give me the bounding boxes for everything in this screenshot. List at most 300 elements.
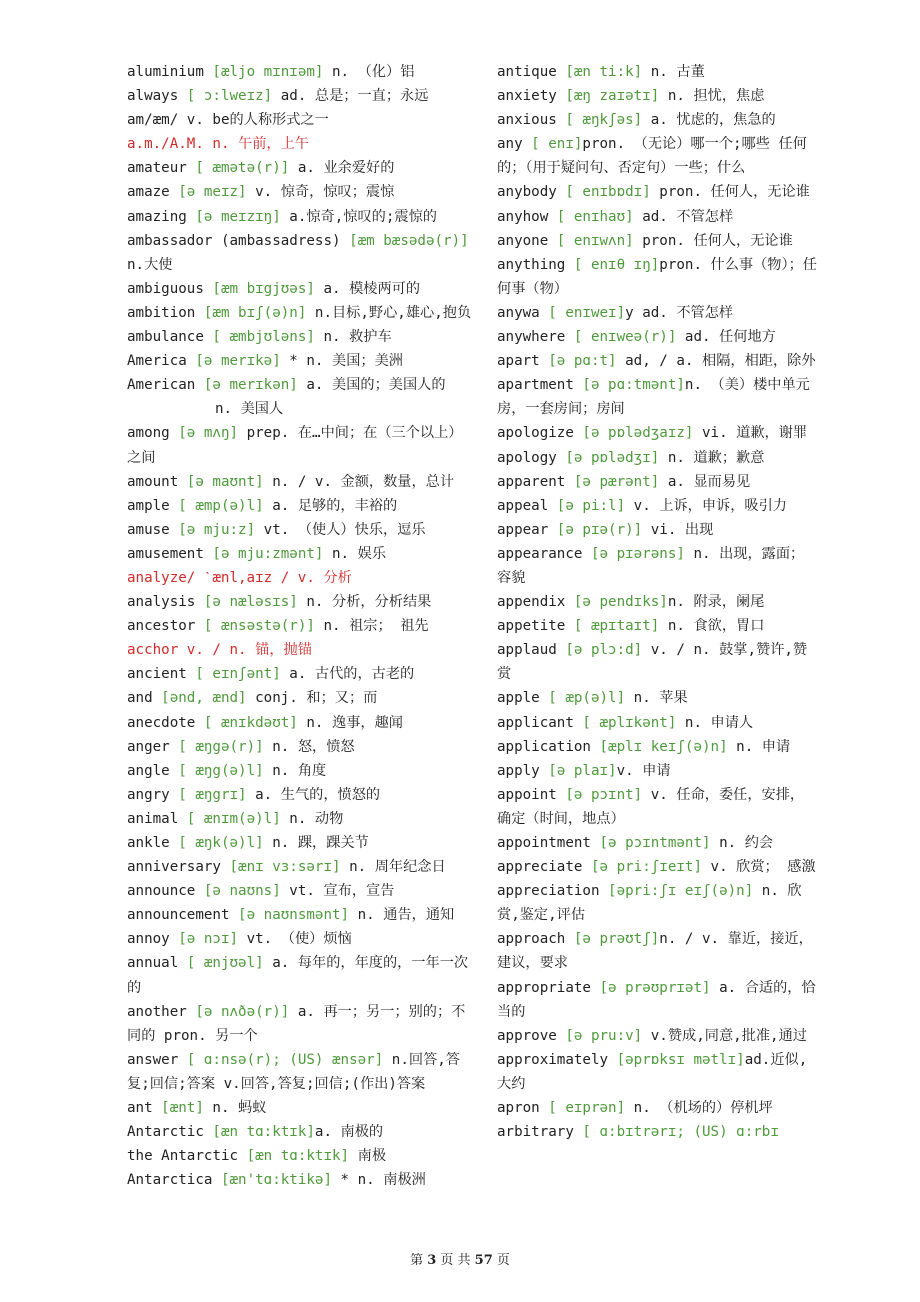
entry-word: appointment bbox=[497, 835, 600, 851]
entry-word: Antarctic bbox=[127, 1124, 213, 1141]
entry-word: amount bbox=[127, 473, 187, 490]
dictionary-entry bbox=[127, 277, 472, 301]
dictionary-entry bbox=[127, 855, 472, 879]
entry-definition: v. 欣赏； 感激 bbox=[702, 859, 816, 876]
entry-word: apart bbox=[497, 353, 549, 370]
entry-phonetic: [ə naʊnsmənt] bbox=[238, 907, 350, 924]
entry-definition: n. 通告，通知 bbox=[349, 907, 455, 924]
entry-word: any bbox=[497, 136, 532, 153]
dictionary-entry bbox=[497, 976, 817, 1024]
entry-definition: n. 约会 bbox=[710, 835, 774, 851]
entry-word: arbitrary bbox=[497, 1124, 583, 1141]
entry-word: ancestor bbox=[127, 618, 204, 635]
entry-definition: a. 足够的，丰裕的 bbox=[263, 497, 398, 514]
entry-definition: vt. 宣布，宣告 bbox=[280, 883, 395, 900]
entry-word: am/æm/ bbox=[127, 112, 179, 129]
entry-phonetic: [ə meɪz] bbox=[178, 184, 247, 201]
dictionary-entry bbox=[127, 951, 472, 999]
dictionary-entry bbox=[497, 494, 817, 518]
entry-definition: v. / n. 鼓掌,赞许,赞赏 bbox=[497, 642, 808, 683]
entry-definition: vt. （使）烦恼 bbox=[238, 931, 352, 948]
entry-phonetic: [æm bɪgjʊəs] bbox=[212, 280, 315, 297]
footer-page-number: 3 bbox=[427, 1253, 437, 1268]
entry-phonetic: [ə mju:z] bbox=[178, 521, 256, 538]
entry-definition: n. 附录，阑尾 bbox=[667, 594, 765, 611]
entry-definition: prep. 在…中间；在（三个以上）之间 bbox=[127, 425, 463, 466]
entry-phonetic: [ æŋgə(r)] bbox=[178, 738, 264, 755]
entry-phonetic: [ æŋgrɪ] bbox=[178, 786, 247, 803]
dictionary-entry bbox=[127, 1000, 472, 1048]
entry-definition: ad.近似,大约 bbox=[497, 1051, 808, 1092]
entry-definition: a. 每年的，年度的，一年一次的 bbox=[127, 955, 469, 996]
entry-word: ample bbox=[127, 497, 179, 514]
dictionary-entry bbox=[497, 108, 817, 132]
entry-definition: v. 申请 bbox=[616, 762, 671, 779]
entry-word: analysis bbox=[127, 594, 204, 611]
entry-definition: ad. 任何地方 bbox=[676, 329, 776, 346]
entry-word: anxiety bbox=[497, 88, 566, 105]
entry-word: aluminium bbox=[127, 64, 213, 80]
dictionary-entry bbox=[127, 711, 472, 735]
entry-word: anywa bbox=[497, 304, 549, 321]
entry-phonetic: [ə nʌðə(r)] bbox=[195, 1003, 290, 1020]
dictionary-entry bbox=[127, 590, 472, 614]
dictionary-entry bbox=[497, 421, 817, 445]
entry-phonetic: [əpri:ʃɪ eɪʃ(ə)n] bbox=[608, 883, 754, 900]
entry-word: appearance bbox=[497, 545, 591, 562]
entry-word: apartment bbox=[497, 377, 583, 394]
entry-phonetic: [ æp(ə)l] bbox=[548, 690, 626, 707]
dictionary-entry bbox=[127, 1096, 472, 1120]
entry-phonetic: [æm bæsədə(r)] bbox=[349, 232, 469, 249]
dictionary-entry bbox=[127, 373, 472, 397]
dictionary-entry bbox=[497, 711, 817, 735]
entry-definition: a. 显而易见 bbox=[659, 473, 751, 490]
entry-word: anger bbox=[127, 738, 179, 755]
entry-definition: a. 南极的 bbox=[314, 1124, 384, 1141]
entry-definition: n.大使 bbox=[127, 256, 173, 273]
dictionary-entry bbox=[497, 1096, 817, 1120]
entry-phonetic: [ enɪwʌn] bbox=[556, 232, 634, 249]
entry-word: ankle bbox=[127, 835, 179, 851]
entry-definition: n. 祖宗； 祖先 bbox=[314, 618, 429, 635]
entry-definition: vt. （使人）快乐，逗乐 bbox=[255, 521, 426, 538]
entry-definition: v. be的人称形式之一 bbox=[178, 112, 329, 129]
entry-word: another bbox=[127, 1003, 196, 1020]
entry-word: appendix bbox=[497, 594, 574, 611]
entry-word: among bbox=[127, 425, 179, 442]
entry-definition: v. 任命，委任，安排，确定（时间，地点） bbox=[497, 786, 805, 827]
footer-suffix: 页 bbox=[492, 1253, 510, 1268]
entry-word: appear bbox=[497, 521, 557, 538]
entry-phonetic: [ə prəʊtʃ] bbox=[573, 931, 660, 948]
entry-word: ambassador (ambassadress) bbox=[127, 232, 350, 249]
entry-word: apply bbox=[497, 762, 549, 779]
dictionary-entry bbox=[127, 879, 472, 903]
entry-phonetic: [ə maʊnt] bbox=[186, 473, 264, 490]
entry-phonetic: [ ænɪkdəʊt] bbox=[203, 714, 298, 731]
entry-word: acchor v. / n. bbox=[127, 642, 247, 659]
entry-word: appreciation bbox=[497, 883, 609, 900]
entry-phonetic: [əprɒksɪ mətlɪ] bbox=[616, 1051, 745, 1068]
entry-word: anecdote bbox=[127, 714, 204, 731]
dictionary-entry bbox=[497, 325, 817, 349]
entry-word: American bbox=[127, 377, 204, 394]
entry-phonetic: [ ænjʊəl] bbox=[186, 955, 264, 972]
entry-phonetic: [ə plaɪ] bbox=[548, 762, 617, 779]
dictionary-entry bbox=[497, 759, 817, 783]
dictionary-entry bbox=[497, 542, 817, 590]
entry-word: anywhere bbox=[497, 329, 574, 346]
dictionary-entry bbox=[497, 735, 817, 759]
entry-definition: a. 合适的，恰当的 bbox=[497, 979, 816, 1020]
entry-word: apologize bbox=[497, 425, 583, 442]
entry-phonetic: [æŋ zaɪətɪ] bbox=[565, 88, 660, 105]
entry-definition: n. / v. 金额，数量，总计 bbox=[263, 473, 455, 490]
entry-definition: v. 分析 bbox=[289, 569, 352, 586]
entry-phonetic: [ə pɪə(r)] bbox=[556, 521, 643, 538]
entry-definition: a. 再一；另一；别的；不同的 pron. 另一个 bbox=[127, 1003, 466, 1044]
entry-word: antique bbox=[497, 64, 566, 80]
entry-definition: a. 古代的，古老的 bbox=[280, 666, 415, 683]
entry-word: appreciate bbox=[497, 859, 591, 876]
entry-definition: n. 欣赏,鉴定,评估 bbox=[497, 883, 802, 924]
dictionary-entry bbox=[127, 831, 472, 855]
entry-word: a.m./A.M. bbox=[127, 136, 204, 153]
entry-phonetic: [ eɪnʃənt] bbox=[195, 666, 281, 683]
footer-middle: 页 共 bbox=[436, 1253, 475, 1268]
entry-definition: n. 午前，上午 bbox=[203, 136, 309, 153]
entry-phonetic: [ ɑ:bɪtrərɪ; (US) ɑ:rbɪ bbox=[582, 1124, 779, 1141]
entry-word: applaud bbox=[497, 642, 566, 659]
entry-word: amusement bbox=[127, 545, 213, 562]
entry-phonetic: [ æŋk(ə)l] bbox=[178, 835, 264, 851]
entry-definition: n. 苹果 bbox=[625, 690, 688, 707]
entry-definition: * n. 美国；美洲 bbox=[280, 353, 403, 370]
entry-word: angle bbox=[127, 762, 179, 779]
entry-word: anybody bbox=[497, 184, 566, 201]
entry-word: America bbox=[127, 353, 196, 370]
entry-definition: conj. 和；又；而 bbox=[246, 690, 378, 707]
entry-word: anyone bbox=[497, 232, 557, 249]
entry-definition: n. （机场的）停机坪 bbox=[625, 1100, 773, 1117]
entry-word: and bbox=[127, 690, 162, 707]
entry-definition: ad. 总是；一直；永远 bbox=[272, 88, 429, 105]
entry-phonetic: [ enɪbɒdɪ] bbox=[565, 184, 651, 201]
entry-word: animal bbox=[127, 810, 187, 827]
entry-definition: n. 担忧，焦虑 bbox=[659, 88, 765, 105]
dictionary-entry bbox=[127, 662, 472, 686]
dictionary-entry bbox=[127, 132, 472, 156]
dictionary-entry bbox=[127, 84, 472, 108]
entry-word: apology bbox=[497, 449, 566, 466]
entry-definition: ad. 不管怎样 bbox=[633, 208, 734, 225]
dictionary-entry bbox=[127, 1144, 472, 1168]
entry-definition: vi. 出现 bbox=[642, 521, 714, 538]
entry-phonetic: [ə plɔ:d] bbox=[565, 642, 643, 659]
entry-word: anxious bbox=[497, 112, 566, 129]
entry-phonetic: [ ɑ:nsə(r); (US) ænsər] bbox=[186, 1051, 384, 1068]
entry-phonetic: [ænɪ vɜ:sərɪ] bbox=[229, 859, 341, 876]
entry-definition: n. / v. 靠近，接近，建议，要求 bbox=[497, 931, 813, 972]
entry-definition: n. （化）铝 bbox=[323, 64, 415, 80]
dictionary-entry bbox=[127, 807, 472, 831]
dictionary-entry bbox=[127, 325, 472, 349]
entry-phonetic: [ə pi:l] bbox=[556, 497, 626, 514]
dictionary-entry bbox=[127, 927, 472, 951]
entry-word: answer bbox=[127, 1051, 187, 1068]
dictionary-entry bbox=[497, 180, 817, 204]
dictionary-entry bbox=[127, 1168, 472, 1192]
entry-definition: pron. （无论）哪一个;哪些 任何的；（用于疑问句、否定句）一些；什么 bbox=[497, 136, 807, 177]
entry-word: amaze bbox=[127, 184, 179, 201]
entry-word: appeal bbox=[497, 497, 557, 514]
entry-phonetic: [ enɪweə(r)] bbox=[573, 329, 677, 346]
entry-phonetic: [ enɪθ ɪŋ] bbox=[573, 256, 660, 273]
entry-phonetic: [ə merɪkə] bbox=[195, 353, 281, 370]
entry-word: angry bbox=[127, 786, 179, 803]
dictionary-entry bbox=[127, 397, 472, 421]
dictionary-entry bbox=[127, 518, 472, 542]
entry-phonetic: [ æplɪkənt] bbox=[582, 714, 677, 731]
entry-word: the Antarctic bbox=[127, 1148, 247, 1165]
dictionary-entry bbox=[497, 205, 817, 229]
entry-word: ambiguous bbox=[127, 280, 213, 297]
entry-definition: vi. 道歉，谢罪 bbox=[693, 425, 808, 442]
right-column bbox=[497, 60, 817, 1144]
entry-word: announcement bbox=[127, 907, 239, 924]
entry-definition: ad, / a. 相隔，相距，除外 bbox=[616, 353, 816, 370]
entry-word: always bbox=[127, 88, 187, 105]
entry-definition: a. 模棱两可的 bbox=[314, 280, 421, 297]
entry-definition: n. 踝，踝关节 bbox=[263, 835, 369, 851]
dictionary-entry bbox=[497, 60, 817, 84]
dictionary-entry bbox=[127, 156, 472, 180]
entry-phonetic: [ə merɪkən] bbox=[203, 377, 298, 394]
entry-word: apple bbox=[497, 690, 549, 707]
entry-phonetic: [æm bɪʃ(ə)n] bbox=[203, 304, 307, 321]
entry-phonetic: [æn'tɑ:ktikə] bbox=[220, 1172, 333, 1189]
entry-phonetic: [ enɪ] bbox=[531, 136, 583, 153]
entry-definition: n. 救护车 bbox=[314, 329, 392, 346]
dictionary-entry bbox=[127, 108, 472, 132]
entry-definition: n.目标,野心,雄心,抱负 bbox=[306, 304, 472, 321]
dictionary-entry bbox=[127, 566, 472, 590]
entry-phonetic: [ æŋkʃəs] bbox=[565, 112, 643, 129]
entry-word: applicant bbox=[497, 714, 583, 731]
entry-phonetic: [ə meɪzɪŋ] bbox=[195, 208, 281, 225]
entry-phonetic: [ ænɪm(ə)l] bbox=[186, 810, 281, 827]
dictionary-entry bbox=[497, 518, 817, 542]
entry-phonetic: [ə pɑ:t] bbox=[548, 353, 617, 370]
dictionary-entry bbox=[127, 542, 472, 566]
entry-phonetic: [ə nɔɪ] bbox=[178, 931, 239, 948]
dictionary-entry bbox=[497, 373, 817, 421]
entry-phonetic: [ æmp(ə)l] bbox=[178, 497, 264, 514]
dictionary-entry bbox=[497, 614, 817, 638]
entry-word: apparent bbox=[497, 473, 574, 490]
entry-word: ambulance bbox=[127, 329, 213, 346]
entry-definition: n. 动物 bbox=[280, 810, 344, 827]
entry-definition: n. 蚂蚁 bbox=[203, 1100, 267, 1117]
entry-phonetic: [ə pɔɪnt] bbox=[565, 786, 643, 803]
dictionary-entry bbox=[127, 783, 472, 807]
dictionary-entry bbox=[127, 614, 472, 638]
entry-definition: n. 申请人 bbox=[676, 714, 754, 731]
entry-word: ambition bbox=[127, 304, 204, 321]
entry-word: appetite bbox=[497, 618, 574, 635]
entry-word: annoy bbox=[127, 931, 179, 948]
entry-definition: 南极 bbox=[349, 1148, 387, 1165]
entry-definition: n. 食欲，胃口 bbox=[659, 618, 765, 635]
entry-phonetic: [ə pɔɪntmənt] bbox=[599, 835, 711, 851]
entry-word: appoint bbox=[497, 786, 566, 803]
entry-word: anything bbox=[497, 256, 574, 273]
entry-word: approximately bbox=[497, 1051, 617, 1068]
entry-word: apron bbox=[497, 1100, 549, 1117]
entry-word: annual bbox=[127, 955, 187, 972]
entry-phonetic: [ə pɪərəns] bbox=[590, 545, 685, 562]
entry-definition: n. 娱乐 bbox=[323, 545, 387, 562]
entry-phonetic: [ ænsəstə(r)] bbox=[203, 618, 315, 635]
entry-phonetic: [æn tɑ:ktɪk] bbox=[246, 1148, 350, 1165]
dictionary-entry bbox=[497, 1048, 817, 1096]
dictionary-entry bbox=[497, 831, 817, 855]
dictionary-entry bbox=[497, 229, 817, 253]
entry-definition: n. 道歉；歉意 bbox=[659, 449, 765, 466]
dictionary-entry bbox=[497, 1024, 817, 1048]
dictionary-entry bbox=[127, 229, 472, 277]
entry-word: amuse bbox=[127, 521, 179, 538]
dictionary-entry bbox=[127, 60, 472, 84]
dictionary-entry bbox=[497, 686, 817, 710]
entry-phonetic: [ eɪprən] bbox=[548, 1100, 626, 1117]
entry-word: amateur bbox=[127, 160, 196, 177]
entry-word: analyze/ ˋænl,aɪz / bbox=[127, 569, 290, 586]
entry-phonetic: [æn ti:k] bbox=[565, 64, 643, 80]
entry-phonetic: [ enɪhaʊ] bbox=[556, 208, 634, 225]
dictionary-entry bbox=[497, 783, 817, 831]
entry-definition: * n. 南极洲 bbox=[332, 1172, 426, 1189]
entry-phonetic: [æplɪ keɪʃ(ə)n] bbox=[599, 738, 728, 755]
entry-word: approve bbox=[497, 1027, 566, 1044]
entry-phonetic: [ænt] bbox=[161, 1100, 204, 1117]
entry-phonetic: [ə mʌŋ] bbox=[178, 425, 239, 442]
dictionary-entry bbox=[497, 879, 817, 927]
entry-word: application bbox=[497, 738, 600, 755]
dictionary-entry bbox=[497, 590, 817, 614]
entry-word: approach bbox=[497, 931, 574, 948]
dictionary-entry bbox=[497, 349, 817, 373]
entry-definition: v.赞成,同意,批准,通过 bbox=[642, 1027, 807, 1044]
entry-word: Antarctica bbox=[127, 1172, 221, 1189]
entry-phonetic: [ ɔ:lweɪz] bbox=[186, 88, 273, 105]
dictionary-entry bbox=[127, 686, 472, 710]
entry-word: amazing bbox=[127, 208, 196, 225]
dictionary-entry bbox=[127, 470, 472, 494]
dictionary-entry bbox=[497, 927, 817, 975]
entry-word: anniversary bbox=[127, 859, 230, 876]
entry-definition: pron. 任何人，无论谁 bbox=[650, 184, 810, 201]
entry-definition: n. 逸事，趣闻 bbox=[297, 714, 403, 731]
dictionary-entry bbox=[127, 903, 472, 927]
entry-phonetic: [ æŋg(ə)l] bbox=[178, 762, 264, 779]
dictionary-entry bbox=[127, 638, 472, 662]
entry-definition: pron. 什么事（物）；任何事（物） bbox=[497, 256, 817, 297]
entry-definition: n. 美国人 bbox=[215, 401, 284, 418]
dictionary-entry bbox=[497, 84, 817, 108]
entry-word: announce bbox=[127, 883, 204, 900]
dictionary-entry bbox=[497, 301, 817, 325]
dictionary-entry bbox=[127, 494, 472, 518]
entry-phonetic: [ə pɑ:tmənt] bbox=[582, 377, 685, 394]
dictionary-entry bbox=[127, 180, 472, 204]
entry-definition: y ad. 不管怎样 bbox=[625, 304, 734, 321]
footer-total-pages: 57 bbox=[474, 1253, 493, 1268]
entry-phonetic: [ə pærənt] bbox=[573, 473, 660, 490]
entry-phonetic: [ə mju:zmənt] bbox=[212, 545, 324, 562]
dictionary-entry bbox=[127, 1048, 472, 1096]
dictionary-entry bbox=[497, 132, 817, 180]
page-footer bbox=[0, 1249, 920, 1268]
entry-definition: n. 周年纪念日 bbox=[340, 859, 446, 876]
entry-definition: n. 申请 bbox=[727, 738, 791, 755]
entry-phonetic: [æn tɑ:ktɪk] bbox=[212, 1124, 315, 1141]
entry-definition: n. 角度 bbox=[263, 762, 327, 779]
entry-phonetic: [ə pru:v] bbox=[565, 1027, 643, 1044]
entry-phonetic: [ æmbjʊləns] bbox=[212, 329, 315, 346]
entry-phonetic: [ə pri:ʃɪeɪt] bbox=[590, 859, 703, 876]
entry-definition: n. 怒，愤怒 bbox=[263, 738, 355, 755]
entry-phonetic: [ənd, ænd] bbox=[161, 690, 247, 707]
dictionary-entry bbox=[497, 470, 817, 494]
entry-definition: a.惊奇,惊叹的;震惊的 bbox=[280, 208, 437, 225]
entry-phonetic: [ æpɪtaɪt] bbox=[573, 618, 660, 635]
entry-phonetic: [ enɪweɪ] bbox=[548, 304, 626, 321]
entry-definition: n. （美）楼中单元房，一套房间；房间 bbox=[497, 377, 810, 418]
dictionary-entry bbox=[127, 759, 472, 783]
dictionary-entry bbox=[127, 421, 472, 469]
entry-definition: n. 古董 bbox=[642, 64, 705, 80]
dictionary-entry bbox=[497, 1120, 817, 1144]
dictionary-entry bbox=[127, 349, 472, 373]
entry-phonetic: [ə naʊns] bbox=[203, 883, 281, 900]
entry-word: ancient bbox=[127, 666, 196, 683]
entry-phonetic: [ə pɒlədʒɪ] bbox=[565, 449, 660, 466]
entry-definition: n.回答,答复;回信;答案 v.回答,答复;回信;(作出)答案 bbox=[127, 1051, 460, 1092]
entry-phonetic: [ æmətə(r)] bbox=[195, 160, 290, 177]
dictionary-entry bbox=[497, 855, 817, 879]
entry-word: appropriate bbox=[497, 979, 600, 996]
entry-phonetic: [ə pɒlədʒaɪz] bbox=[582, 425, 694, 442]
entry-phonetic: [ə næləsɪs] bbox=[203, 594, 298, 611]
dictionary-entry bbox=[127, 301, 472, 325]
dictionary-entry bbox=[497, 253, 817, 301]
entry-definition: a. 业余爱好的 bbox=[289, 160, 395, 177]
dictionary-entry bbox=[497, 638, 817, 686]
dictionary-entry bbox=[127, 205, 472, 229]
entry-definition: n. 分析，分析结果 bbox=[297, 594, 432, 611]
entry-phonetic: [ə prəʊprɪət] bbox=[599, 979, 711, 996]
entry-phonetic: [æljo mɪnɪəm] bbox=[212, 64, 324, 80]
entry-definition: v. 上诉，申诉，吸引力 bbox=[625, 497, 787, 514]
left-column bbox=[127, 60, 472, 1192]
entry-definition: a. 生气的，愤怒的 bbox=[246, 786, 381, 803]
entry-definition: 锚，抛锚 bbox=[246, 642, 312, 659]
entry-definition: n. 出现，露面；容貌 bbox=[497, 545, 805, 586]
dictionary-entry bbox=[127, 1120, 472, 1144]
footer-prefix: 第 bbox=[410, 1253, 428, 1268]
